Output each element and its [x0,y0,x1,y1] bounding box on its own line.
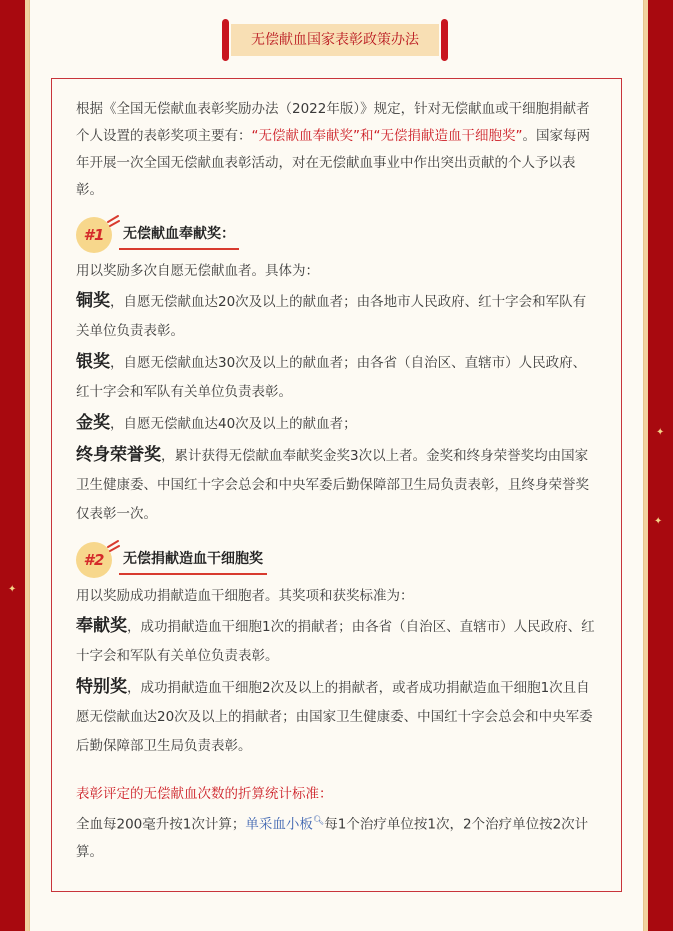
award-item [76,409,597,439]
intro-paragraph [76,96,597,204]
section-2-header [76,539,597,579]
award-item [76,287,597,346]
standard-text [76,808,597,866]
spark-icon [106,539,120,553]
magnifier-icon[interactable]: 🔍︎ [312,816,325,826]
award-desc: ，成功捐献造血干细胞1次的捐献者；由各省（自治区、直辖市）人民政府、红十字会和军队有关单位负责表彰。 [76,619,595,664]
award-desc: ，成功捐献造血干细胞2次及以上的捐献者，或者成功捐献造血干细胞1次且自愿无偿献血达20次及以上的捐献者；由国家卫生健康委、中国红十字会总会和中央军委后勤保障部卫生局负责表彰。 [76,680,593,754]
standard-text-end: 每1个治疗单位按1次，2个治疗单位按2次计算。 [76,816,589,860]
intro-highlight: “无偿献血奉献奖”和“无偿捐献造血干细胞奖” [251,128,523,144]
section-lead: 用以奖励多次自愿无偿献血者。具体为： [76,263,319,279]
standard-text-start: 全血每200毫升按1次计算； [76,816,246,833]
award-desc: ，累计获得无偿献血奉献奖金奖3次以上者。金奖和终身荣誉奖均由国家卫生健康委、中国红十字会总会和中央军委后勤保障部卫生局负责表彰，且终身荣誉奖仅表彰一次。 [76,448,589,522]
decor-dot: ✦ [656,427,665,438]
spark-icon [106,214,120,228]
section-title: 无偿捐献造血干细胞奖 [119,548,267,575]
content-box [51,78,622,892]
award-name: 特别奖 [76,677,127,697]
title-banner [222,19,448,61]
award-desc: ，自愿无偿献血达20次及以上的献血者；由各地市人民政府、红十字会和军队有关单位负责表彰。 [76,294,587,339]
award-name: 奉献奖 [76,616,127,636]
intro-text-end: 。国家每两年开展一次全国无偿献血表彰活动，对在无偿献血事业中作出突出贡献的个人予以表彰。 [76,128,590,198]
banner-post-left [222,19,229,61]
section-1-header [76,214,597,254]
decor-dot: ✦ [8,584,17,595]
banner-post-right [441,19,448,61]
decor-dot: ✦ [654,516,663,527]
award-name: 金奖 [76,413,110,433]
award-name: 终身荣誉奖 [76,445,161,465]
award-item [76,348,597,407]
section-badge: #2 [76,542,112,578]
award-item [76,612,597,671]
award-desc: ，自愿无偿献血达30次及以上的献血者；由各省（自治区、直辖市）人民政府、红十字会和军队有关单位负责表彰。 [76,355,587,400]
section-lead: 用以奖励成功捐献造血干细胞者。其奖项和获奖标准为： [76,588,414,604]
section-badge: #1 [76,217,112,253]
intro-text: 根据《全国无偿献血表彰奖励办法（2022年版）》规定，针对无偿献血或干细胞捐献者个人设置的表彰奖项主要有： [76,101,590,144]
award-desc: ，自愿无偿献血达40次及以上的献血者； [110,416,357,432]
award-name: 铜奖 [76,291,110,311]
section-title: 无偿献血奉献奖： [119,223,239,250]
standard-heading: 表彰评定的无偿献血次数的折算统计标准： [76,786,333,802]
award-name: 银奖 [76,352,110,372]
award-item [76,441,597,529]
platelet-link[interactable]: 单采血小板 [245,816,313,833]
page-title: 无偿献血国家表彰政策办法 [231,24,439,56]
award-item [76,673,597,761]
